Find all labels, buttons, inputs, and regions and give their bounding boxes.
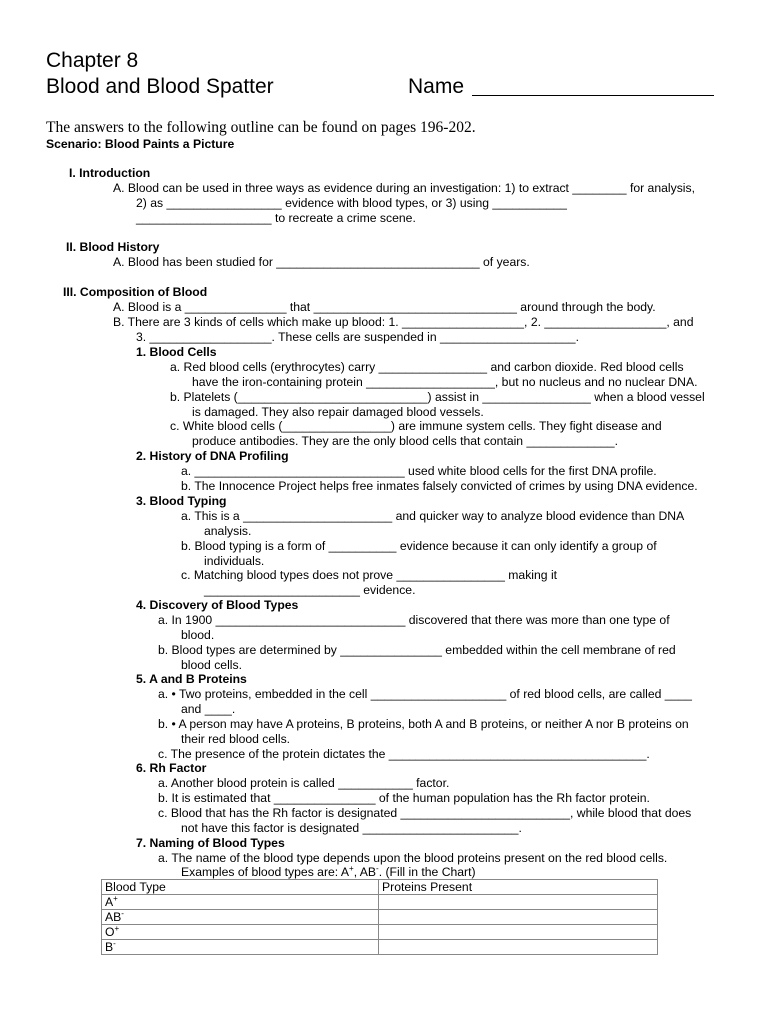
outline-line: a. In 1900 ____________________________ discovered that there was more than one type of xyxy=(158,613,670,627)
outline-line: and ____. xyxy=(181,702,236,716)
outline-line: analysis. xyxy=(204,524,252,538)
outline-line: a. Red blood cells (erythrocytes) carry ________________ and carbon dioxide. Red blood cells xyxy=(170,360,684,374)
blood-type-table xyxy=(101,879,658,955)
outline-line: a. _______________________________ used white blood cells for the first DNA profile. xyxy=(181,464,657,478)
outline-line: b. Platelets (____________________________) assist in ________________ when a blood vessel xyxy=(170,390,705,404)
table-row xyxy=(102,910,658,925)
outline-line: is damaged. They also repair damaged blood vessels. xyxy=(192,405,484,419)
subheading-naming: 7. Naming of Blood Types xyxy=(136,836,285,850)
examples-line: Examples of blood types are: A+, AB-. (Fill in the Chart) xyxy=(181,864,476,879)
outline-line: individuals. xyxy=(204,554,265,568)
outline-line: blood cells. xyxy=(181,658,242,672)
subheading-dna-profiling: 2. History of DNA Profiling xyxy=(136,449,289,463)
outline-line: c. Matching blood types does not prove ________________ making it xyxy=(181,568,558,582)
proteins-answer-cell[interactable] xyxy=(379,910,658,925)
blood-type-cell: O+ xyxy=(102,925,379,940)
section-heading-introduction: I. Introduction xyxy=(69,166,151,180)
outline-line: b. Blood types are determined by _______________ embedded within the cell membrane of red xyxy=(158,643,676,657)
outline-line: A. Blood can be used in three ways as evidence during an investigation: 1) to extract ________ for analysis, xyxy=(113,181,695,195)
outline-line: b. Blood typing is a form of __________ evidence because it can only identify a group of xyxy=(181,539,657,553)
section-heading-composition: III. Composition of Blood xyxy=(63,285,208,299)
outline-line: not have this factor is designated _______________________. xyxy=(181,821,522,835)
table-row xyxy=(102,940,658,955)
outline-line: b. It is estimated that _______________ of the human population has the Rh factor protein. xyxy=(158,791,650,805)
chapter-number: Chapter 8 xyxy=(46,49,139,72)
proteins-answer-cell[interactable] xyxy=(379,895,658,910)
outline-line: c. The presence of the protein dictates the ______________________________________. xyxy=(158,747,650,761)
header-blood-type: Blood Type xyxy=(102,880,379,895)
subheading-discovery: 4. Discovery of Blood Types xyxy=(136,598,299,612)
outline-line: _______________________ evidence. xyxy=(204,583,416,597)
outline-line: 2) as _________________ evidence with blood types, or 3) using ___________ xyxy=(136,196,567,210)
name-label: Name xyxy=(408,75,465,98)
subheading-rh-factor: 6. Rh Factor xyxy=(136,761,207,775)
outline-line: c. White blood cells (________________) are immune system cells. They fight disease and xyxy=(170,419,662,433)
section-heading-blood-history: II. Blood History xyxy=(66,240,160,254)
header-proteins-present: Proteins Present xyxy=(379,880,658,895)
name-line[interactable] xyxy=(472,95,714,96)
table-row xyxy=(102,895,658,910)
outline-line: a. This is a ______________________ and quicker way to analyze blood evidence than DNA xyxy=(181,509,685,523)
proteins-answer-cell[interactable] xyxy=(379,925,658,940)
outline-line: b. • A person may have A proteins, B proteins, both A and B proteins, or neither A nor B proteins on xyxy=(158,717,689,731)
subheading-blood-typing: 3. Blood Typing xyxy=(136,494,227,508)
outline-line: their red blood cells. xyxy=(181,732,291,746)
subheading-blood-cells: 1. Blood Cells xyxy=(136,345,217,359)
blood-type-cell: A+ xyxy=(102,895,379,910)
outline-line: ____________________ to recreate a crime scene. xyxy=(136,211,416,225)
outline-line: A. Blood has been studied for ______________________________ of years. xyxy=(113,255,530,269)
proteins-answer-cell[interactable] xyxy=(379,940,658,955)
blood-type-cell: AB- xyxy=(102,910,379,925)
blood-type-cell: B- xyxy=(102,940,379,955)
outline-line: blood. xyxy=(181,628,215,642)
outline-line: a. • Two proteins, embedded in the cell ____________________ of red blood cells, are called ____ xyxy=(158,687,692,701)
subheading-a-b-proteins: 5. A and B Proteins xyxy=(136,672,247,686)
table-row xyxy=(102,925,658,940)
outline-line: a. Another blood protein is called ___________ factor. xyxy=(158,776,450,790)
outline-line: c. Blood that has the Rh factor is designated _________________________, while blood that does xyxy=(158,806,692,820)
outline-line: b. The Innocence Project helps free inmates falsely convicted of crimes by using DNA evidence. xyxy=(181,479,698,493)
outline-line: produce antibodies. They are the only blood cells that contain _____________. xyxy=(192,434,618,448)
outline-line: a. The name of the blood type depends upon the blood proteins present on the red blood cells. xyxy=(158,851,668,865)
scenario-heading: Scenario: Blood Paints a Picture xyxy=(46,137,235,151)
outline-line: A. Blood is a _______________ that ______________________________ around through the body. xyxy=(113,300,656,314)
pages-note: The answers to the following outline can be found on pages 196-202. xyxy=(46,119,476,136)
outline-line: have the iron-containing protein ___________________, but no nucleus and no nuclear DNA. xyxy=(192,375,698,389)
table-header-row xyxy=(102,880,658,895)
outline-line: B. There are 3 kinds of cells which make up blood: 1. __________________, 2. __________________, and xyxy=(113,315,694,329)
outline-line: 3. __________________. These cells are suspended in ____________________. xyxy=(136,330,579,344)
page-title: Blood and Blood Spatter xyxy=(46,75,274,98)
